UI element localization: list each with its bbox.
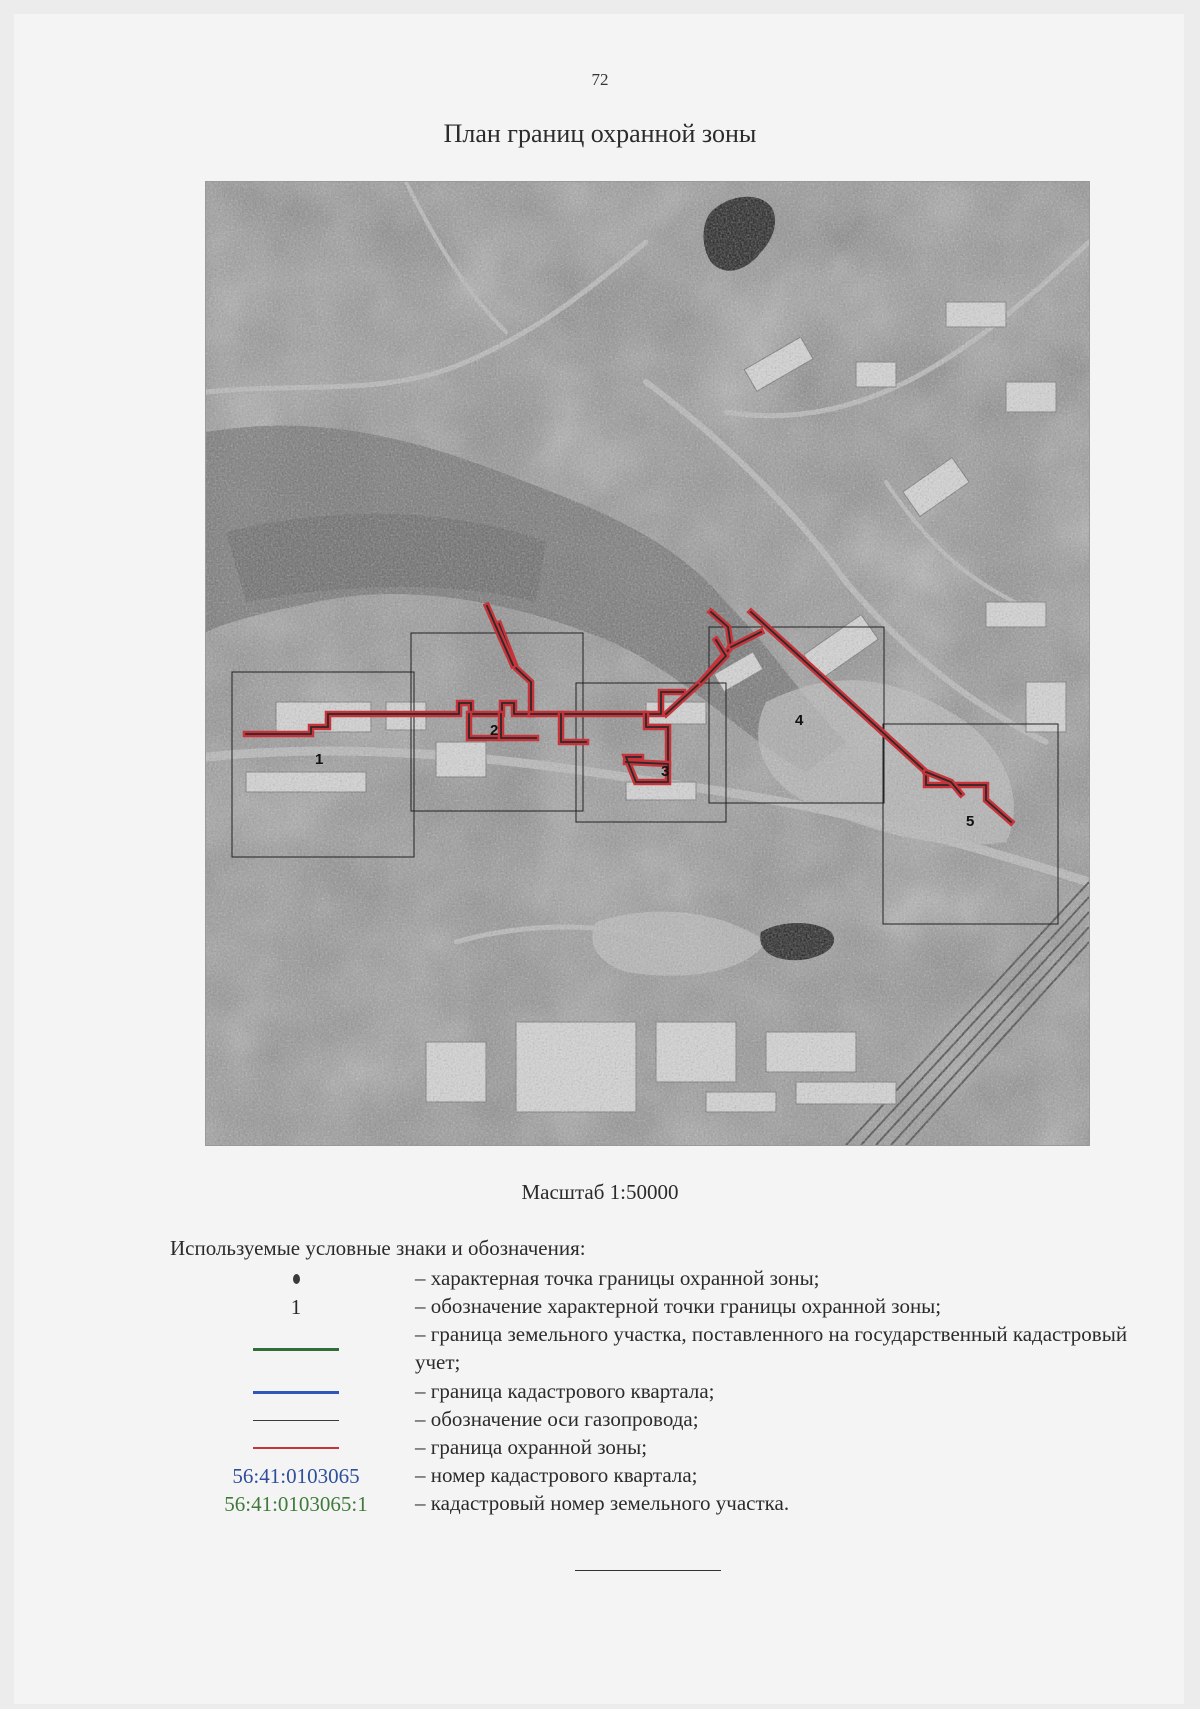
legend-text: – характерная точка границы охранной зоны; <box>415 1266 820 1290</box>
point-label-3: 3 <box>661 763 670 780</box>
legend-text: – граница охранной зоны; <box>415 1435 648 1459</box>
legend-symbol-plot-number: 56:41:0103065:1 <box>224 1491 368 1516</box>
legend-text: – обозначение оси газопровода; <box>415 1407 699 1431</box>
map-grain-texture <box>206 182 1089 1145</box>
aerial-map <box>205 181 1090 1146</box>
map-scale: Масштаб 1:50000 <box>521 1180 679 1204</box>
red-line-icon <box>253 1447 339 1449</box>
black-line-icon <box>253 1420 339 1421</box>
point-dot-icon <box>293 1274 300 1284</box>
legend-text: – граница земельного участка, поставленного на государственный кадастровый учет; <box>415 1322 1128 1374</box>
point-label-1: 1 <box>315 751 324 768</box>
legend-symbol-red-line <box>170 1433 422 1463</box>
legend-text: – обозначение характерной точки границы охранной зоны; <box>415 1294 942 1318</box>
legend-symbol-black-line <box>170 1405 422 1435</box>
point-label-2: 2 <box>490 722 499 739</box>
legend-text: – граница кадастрового квартала; <box>415 1379 715 1403</box>
legend-heading: Используемые условные знаки и обозначения: <box>170 1236 586 1260</box>
legend-symbol-green-line <box>170 1334 422 1364</box>
green-line-icon <box>253 1348 339 1351</box>
page-title: План границ охранной зоны <box>443 119 757 148</box>
legend-symbol-blue-line <box>170 1377 422 1407</box>
page-number: 72 <box>591 70 609 89</box>
footer-rule <box>575 1570 721 1571</box>
legend-symbol-number: 1 <box>290 1294 302 1319</box>
legend-symbol-quarter-number: 56:41:0103065 <box>232 1463 360 1488</box>
blue-line-icon <box>253 1391 339 1394</box>
point-label-5: 5 <box>966 813 975 830</box>
point-label-4: 4 <box>795 712 804 729</box>
legend-symbol-dot <box>170 1264 422 1294</box>
legend-text: – кадастровый номер земельного участка. <box>415 1491 790 1515</box>
legend-text: – номер кадастрового квартала; <box>415 1463 698 1487</box>
